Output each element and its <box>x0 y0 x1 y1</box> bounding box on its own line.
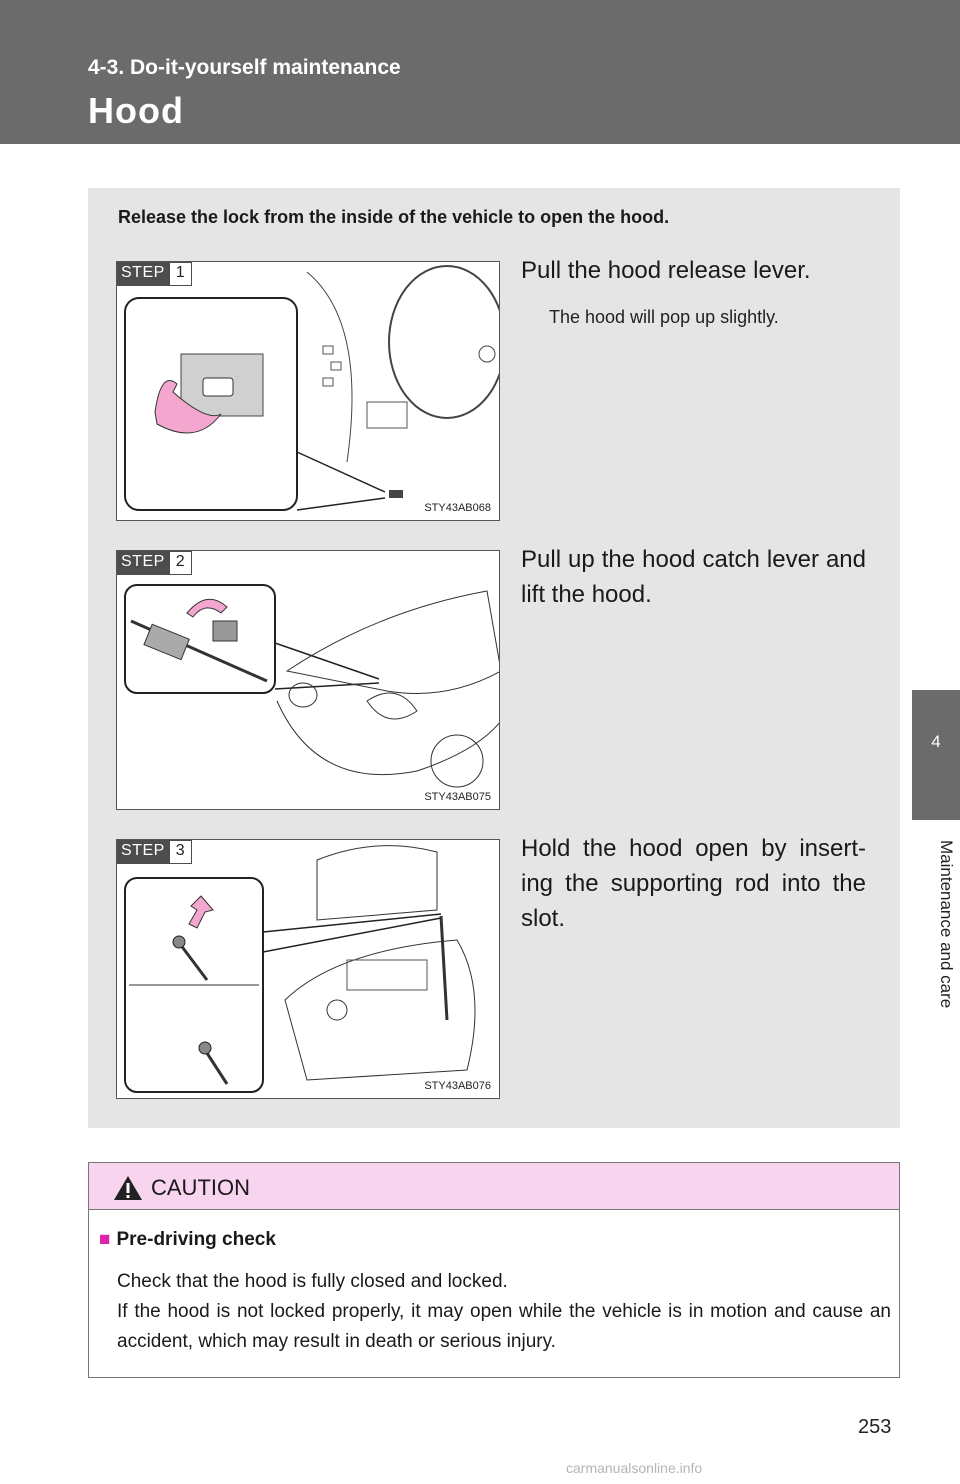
step-badge-number: 1 <box>169 262 192 286</box>
step-3-instruction: Hold the hood open by insert-ing the supporting rod into the slot. <box>521 835 866 932</box>
step-badge <box>117 840 192 864</box>
step-badge-word: STEP <box>117 840 169 864</box>
hood-catch-lever-illustration <box>117 551 500 810</box>
step-2-figure <box>116 550 500 810</box>
caution-label: CAUTION <box>151 1175 250 1200</box>
support-rod-illustration <box>117 840 500 1099</box>
figure-code: STY43AB075 <box>424 791 491 803</box>
intro-text: Release the lock from the inside of the vehicle to open the hood. <box>118 207 670 227</box>
caution-box <box>88 1162 900 1378</box>
caution-line: Check that the hood is fully closed and locked. <box>117 1271 508 1292</box>
caution-body <box>117 1267 891 1357</box>
step-badge-word: STEP <box>117 551 169 575</box>
caution-subheading <box>99 1229 276 1251</box>
step-3-figure <box>116 839 500 1099</box>
chapter-number: 4 <box>931 732 941 751</box>
hood-release-lever-illustration <box>117 262 500 521</box>
step-1-figure <box>116 261 500 521</box>
section-heading: 4-3. Do-it-yourself maintenance <box>88 56 401 79</box>
warning-triangle-icon <box>113 1175 143 1201</box>
caution-header <box>89 1163 899 1210</box>
step-badge <box>117 551 192 575</box>
figure-code: STY43AB068 <box>424 502 491 514</box>
figure-code: STY43AB076 <box>424 1080 491 1092</box>
chapter-label: Maintenance and care <box>937 840 956 1009</box>
step-badge <box>117 262 192 286</box>
caution-subheading-text: Pre-driving check <box>116 1229 276 1250</box>
page-title: Hood <box>88 90 184 131</box>
square-bullet-icon: ■ <box>99 1229 111 1250</box>
step-1-instruction: Pull the hood release lever. <box>521 257 811 284</box>
chapter-tab <box>912 690 960 820</box>
step-2-instruction: Pull up the hood catch lever and lift the hood. <box>521 546 866 608</box>
step-badge-number: 2 <box>169 551 192 575</box>
step-badge-word: STEP <box>117 262 169 286</box>
step-badge-number: 3 <box>169 840 192 864</box>
caution-line: If the hood is not locked properly, it may open while the vehicle is in motion and cause an accident, which may result in death or serious injury. <box>117 1301 891 1352</box>
page-header <box>0 0 960 144</box>
page-number: 253 <box>858 1416 892 1438</box>
watermark: carmanualsonline.info <box>566 1460 703 1476</box>
step-1-note: The hood will pop up slightly. <box>549 307 779 327</box>
